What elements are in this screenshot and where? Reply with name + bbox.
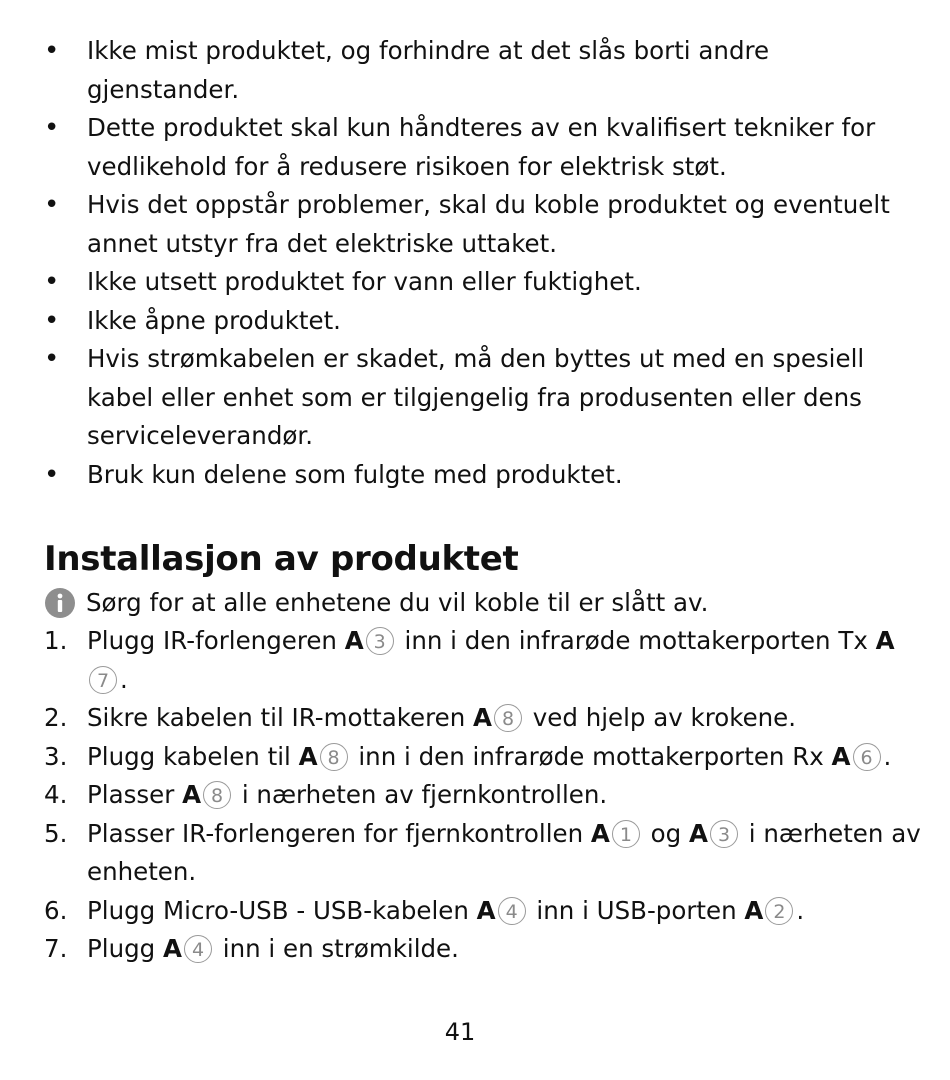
part-number-circle: 4 xyxy=(498,897,526,925)
bullet-text: Hvis strømkabelen er skadet, må den byttes ut med en spesiell kabel eller enhet som er tilgjengelig fra produsenten eller dens serviceleverandør. xyxy=(87,344,865,450)
bullet-item xyxy=(44,340,924,456)
step-item xyxy=(44,930,924,969)
figure-ref-letter: A xyxy=(182,780,202,809)
step-number: 5. xyxy=(44,818,68,848)
step-text-run: Plasser IR-forlengeren for fjernkontrollen xyxy=(87,818,591,848)
bullet-text: Dette produktet skal kun håndteres av en kvalifisert tekniker for vedlikehold for å redusere risikoen for elektrisk støt. xyxy=(87,113,876,181)
bullet-item xyxy=(44,456,924,495)
step-text-run: Plugg kabelen til xyxy=(87,741,299,771)
step-text xyxy=(87,699,924,738)
part-number-circle: 8 xyxy=(203,781,231,809)
step-text-run: Sikre kabelen til IR-mottakeren xyxy=(87,703,474,732)
bullet-mark: • xyxy=(44,344,60,374)
safety-bullet-list xyxy=(44,32,924,494)
figure-ref-letter: A xyxy=(744,895,764,925)
bullet-item xyxy=(44,32,924,109)
figure-ref-letter: A xyxy=(689,818,708,848)
section-heading: Installasjon av produktet xyxy=(44,539,519,579)
step-item xyxy=(44,776,924,815)
bullet-mark: • xyxy=(44,190,60,220)
bullet-mark: • xyxy=(44,305,60,336)
bullet-text: Ikke åpne produktet. xyxy=(87,305,341,335)
bullet-mark: • xyxy=(44,113,60,143)
step-item xyxy=(44,622,924,699)
part-number-circle: 7 xyxy=(89,666,117,694)
step-number: 1. xyxy=(44,626,68,655)
step-text-run: i nærheten av enheten. xyxy=(87,818,921,886)
figure-ref-letter: A xyxy=(298,741,318,771)
step-text xyxy=(87,892,924,931)
figure-ref-letter: A xyxy=(875,626,895,655)
part-number-circle: 4 xyxy=(184,935,212,963)
part-number-circle: 3 xyxy=(710,820,738,848)
bullet-mark: • xyxy=(44,267,60,297)
part-number-circle: 6 xyxy=(853,743,881,771)
step-text-run: . xyxy=(883,741,892,771)
bullet-item xyxy=(44,263,924,302)
step-text-run: Plugg Micro-USB - USB-kabelen xyxy=(87,895,477,925)
figure-ref-letter: A xyxy=(344,626,364,655)
step-text-run: Plugg IR-forlengeren xyxy=(87,626,345,655)
installation-steps-list xyxy=(44,622,924,969)
step-text-run: i nærheten av fjernkontrollen. xyxy=(234,780,608,809)
step-number: 6. xyxy=(44,895,68,925)
step-text-run: ved hjelp av krokene. xyxy=(525,703,797,732)
step-text xyxy=(87,738,924,777)
step-number: 7. xyxy=(44,934,68,963)
bullet-item xyxy=(44,109,924,186)
bullet-text: Hvis det oppstår problemer, skal du koble produktet og eventuelt annet utstyr fra det elektriske uttaket. xyxy=(87,190,890,258)
step-text-run: Plugg xyxy=(87,934,164,963)
step-text-run: . xyxy=(120,664,128,694)
step-number: 3. xyxy=(44,741,68,771)
step-item xyxy=(44,892,924,931)
step-text-run: . xyxy=(796,895,805,925)
bullet-text: Ikke utsett produktet for vann eller fuktighet. xyxy=(87,267,642,296)
step-text-run: inn i en strømkilde. xyxy=(214,934,459,963)
step-text-run: og xyxy=(642,818,690,848)
bullet-item xyxy=(44,302,924,341)
step-item xyxy=(44,815,924,892)
step-text-run: inn i den infrarøde mottakerporten Rx xyxy=(350,741,832,771)
note-text: Sørg for at alle enhetene du vil koble til er slått av. xyxy=(86,588,709,617)
figure-ref-letter: A xyxy=(476,895,496,925)
page-number: 41 xyxy=(444,1018,476,1046)
figure-ref-letter: A xyxy=(473,703,492,732)
part-number-circle: 1 xyxy=(612,820,640,848)
info-icon xyxy=(44,587,76,619)
figure-ref-letter: A xyxy=(831,741,851,771)
bullet-item xyxy=(44,186,924,263)
bullet-text: Ikke mist produktet, og forhindre at det slås borti andre gjenstander. xyxy=(87,36,770,104)
step-item xyxy=(44,699,924,738)
figure-ref-letter: A xyxy=(590,818,610,848)
step-number: 4. xyxy=(44,780,68,809)
step-text xyxy=(87,622,924,699)
step-number: 2. xyxy=(44,703,68,732)
step-item xyxy=(44,738,924,777)
step-text-run: inn i den infrarøde mottakerporten Tx xyxy=(396,626,876,655)
info-note xyxy=(44,584,708,622)
step-text xyxy=(87,930,924,969)
step-text xyxy=(87,776,924,815)
part-number-circle: 2 xyxy=(765,897,793,925)
figure-ref-letter: A xyxy=(163,934,182,963)
step-text-run: Plasser xyxy=(87,780,183,809)
bullet-mark: • xyxy=(44,459,60,490)
part-number-circle: 3 xyxy=(366,627,394,655)
bullet-mark: • xyxy=(44,36,60,66)
part-number-circle: 8 xyxy=(320,743,348,771)
step-text-run: inn i USB-porten xyxy=(528,895,745,925)
part-number-circle: 8 xyxy=(494,704,522,732)
step-text xyxy=(87,815,924,892)
bullet-text: Bruk kun delene som fulgte med produktet. xyxy=(87,459,623,489)
